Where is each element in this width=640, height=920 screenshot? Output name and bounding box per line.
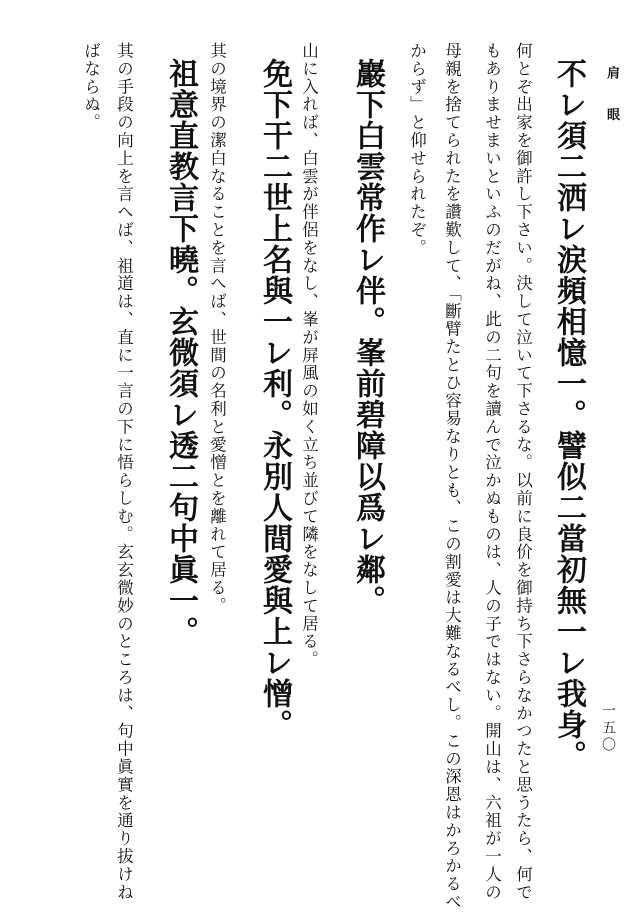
text-column-3: 母親を捨てられたを讚歎して、「斷臂たとひ容易なりとも、この割愛は大難なるべし。この深恩はかろかるべ — [442, 42, 462, 911]
text-column-6: 其の境界の潔白なることを言へば、世間の名利と愛憎とを離れて居る。 — [207, 42, 227, 615]
verse-line-3: 免下干二世上名與一レ利。永別人間愛與上レ憎。 — [257, 58, 292, 740]
text-column-2: もありませまいといふのだがね、此の二句を讀んで泣かぬものは、人の子ではない。開山は、六祖が一人の — [482, 42, 502, 902]
text-column-4: からず」と仰せられたぞ。 — [407, 42, 427, 257]
page-number: 一五〇 — [600, 703, 616, 754]
text-column-1: 何とぞ出家を御許し下さい。決して泣いて下さるな。以前に良价を御持ち下さらなかつたと思うたら、何で — [513, 42, 533, 902]
verse-line-4: 祖意直教言下曉。玄微須レ透二句中眞一。 — [163, 58, 198, 647]
verse-line-1: 不レ須二洒レ涙頻相憶一。譬似二當初無一レ我身。 — [551, 58, 586, 771]
verse-line-2: 巖下白雲常作レ伴。峯前碧障以爲レ鄰。 — [350, 58, 385, 616]
running-header: 肩 眼 — [604, 66, 619, 133]
text-column-7: 其の手段の向上を言へば、祖道は、直に一言の下に悟らしむ。玄玄微妙のところは、句中眞實を通り拔けね — [114, 42, 134, 902]
text-column-5: 山に入れば、白雲が伴侶をなし、峯が屏風の如く立ち並びて隣をなして居る。 — [299, 42, 319, 669]
text-column-8: ばならぬ。 — [81, 42, 101, 132]
